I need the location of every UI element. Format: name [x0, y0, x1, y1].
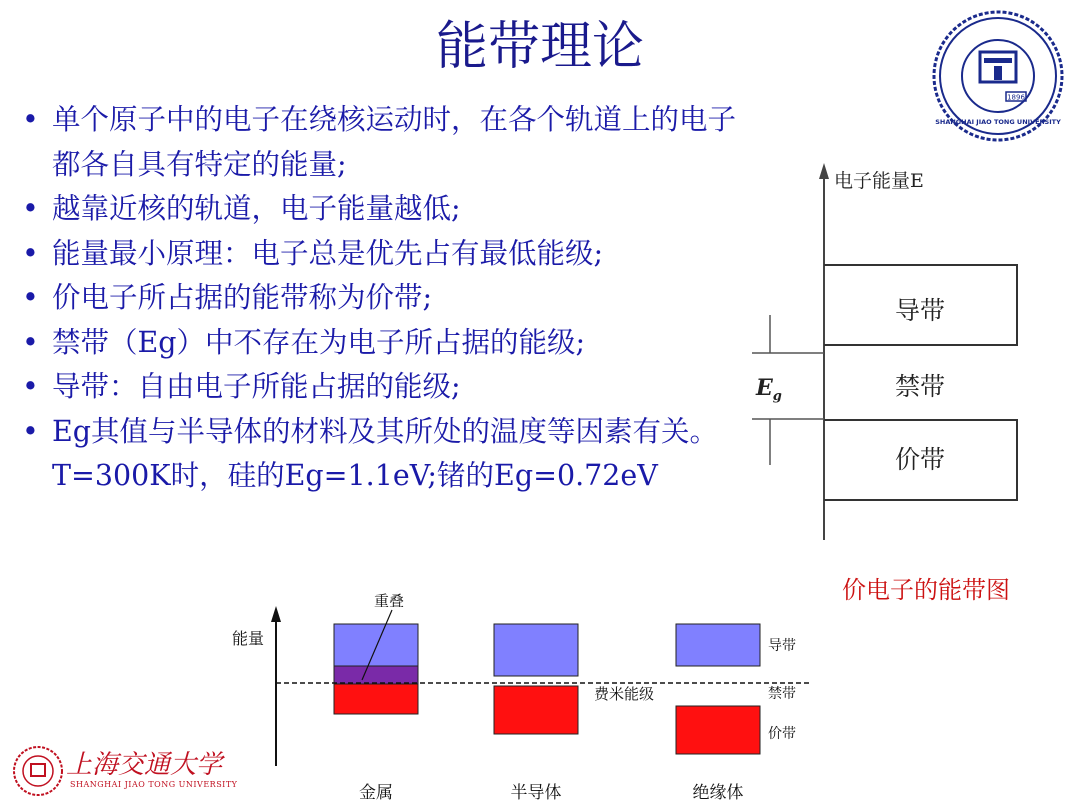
conduction-band-label: 导带	[768, 638, 796, 654]
metal-conduction-band	[334, 624, 418, 666]
metal-overlap-band	[334, 666, 418, 684]
band-diagram-caption: 价电子的能带图	[842, 576, 1010, 604]
overlap-label: 重叠	[374, 592, 405, 610]
insulator-conduction-band	[676, 624, 760, 666]
slide-title: 能带理论	[435, 17, 644, 77]
seal-year: 1896	[1007, 93, 1025, 102]
energy-axis-label: 电子能量E	[834, 170, 924, 192]
valence-band-label: 价带	[768, 726, 796, 742]
semiconductor-valence-band	[494, 686, 578, 734]
university-seal-icon	[928, 6, 1068, 146]
bullet-icon: •	[22, 236, 39, 270]
bullet-icon: •	[22, 103, 39, 136]
bullet-icon: •	[22, 414, 39, 448]
bullet-icon: •	[22, 281, 39, 314]
insulator-valence-band	[676, 706, 760, 754]
list-item: • 禁带（Eg）中不存在为电子所占据的能级;	[22, 321, 762, 366]
axis-arrow-icon	[271, 606, 281, 622]
list-item: • 导带：自由电子所能占据的能级;	[22, 365, 762, 410]
metal-valence-band	[334, 684, 418, 714]
list-item: • Eg其值与半导体的材料及其所处的温度等因素有关。T=300K时，硅的Eg=1.1eV;锗的Eg=0.72eV	[22, 410, 762, 499]
band-diagram	[752, 155, 1032, 550]
forbidden-band-label: 禁带	[768, 686, 796, 702]
bullet-icon: •	[22, 370, 39, 403]
list-item: • 能量最小原理：电子总是优先占有最低能级;	[22, 232, 762, 277]
list-item: • 越靠近核的轨道，电子能量越低;	[22, 187, 762, 232]
metal-label: 金属	[359, 783, 393, 803]
energy-axis-label: 能量	[232, 629, 265, 648]
conduction-band-label: 导带	[894, 296, 946, 325]
bullet-icon: •	[22, 325, 39, 359]
fermi-level-label: 费米能级	[594, 685, 655, 703]
insulator-label: 绝缘体	[692, 783, 744, 803]
university-name-cn: 上海交通大学	[66, 750, 223, 780]
material-band-comparison	[222, 588, 822, 810]
valence-band-label: 价带	[894, 445, 946, 474]
forbidden-band-label: 禁带	[894, 372, 946, 401]
list-item: • 单个原子中的电子在绕核运动时，在各个轨道上的电子都各自具有特定的能量;	[22, 98, 762, 187]
semiconductor-label: 半导体	[510, 783, 562, 803]
semiconductor-conduction-band	[494, 624, 578, 676]
gap-label: $E_g$	[756, 375, 782, 404]
bullet-list	[22, 98, 762, 499]
seal-ring-text: SHANGHAI JIAO TONG UNIVERSITY	[935, 118, 1061, 126]
axis-arrow-icon	[819, 163, 829, 179]
list-item: • 价电子所占据的能带称为价带;	[22, 276, 762, 321]
university-name-en: SHANGHAI JIAO TONG UNIVERSITY	[70, 780, 238, 789]
bullet-icon: •	[22, 192, 39, 225]
